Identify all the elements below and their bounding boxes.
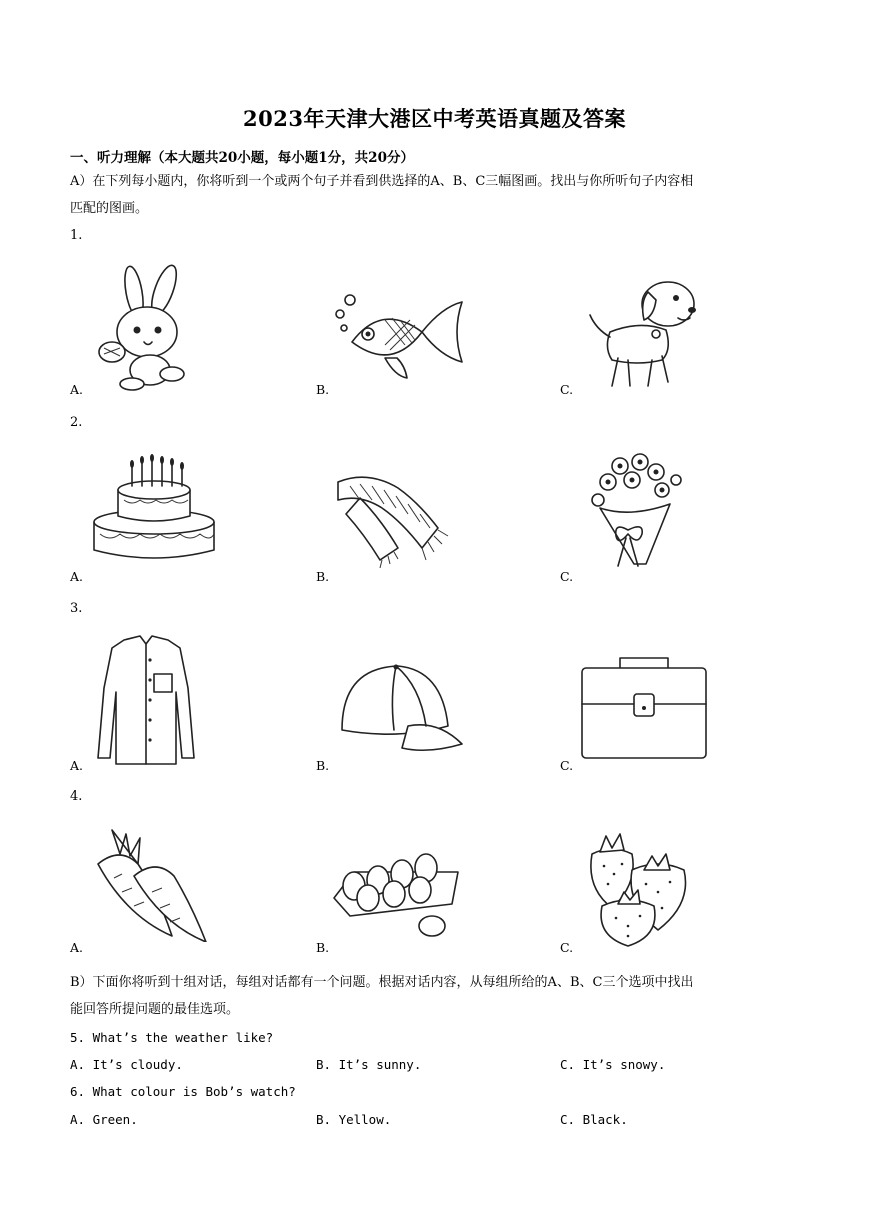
scarf-icon xyxy=(330,468,460,568)
part-b-instruction-line2: 能回答所提问题的最佳选项。 xyxy=(70,1002,240,1017)
q3-option-a-label: A. xyxy=(70,758,84,773)
q5-option-b: B. It’s sunny. xyxy=(316,1057,422,1072)
q5-option-c: C. It’s snowy. xyxy=(560,1057,666,1072)
flower-bouquet-icon xyxy=(580,450,690,578)
q2-option-c-label: C. xyxy=(560,569,574,584)
q4-option-a-label: A. xyxy=(70,940,84,955)
question-5: 5. What’s the weather like? xyxy=(70,1030,274,1045)
q3-option-c-label: C. xyxy=(560,758,574,773)
eggs-icon xyxy=(332,852,460,942)
part-a-instruction-line2: 匹配的图画。 xyxy=(70,201,149,216)
q1-option-a-label: A. xyxy=(70,382,84,397)
question-number-1: 1. xyxy=(70,228,83,243)
birthday-cake-icon xyxy=(88,452,218,567)
rabbit-icon xyxy=(92,262,212,392)
question-number-4: 4. xyxy=(70,789,83,804)
q4-option-b-label: B. xyxy=(316,940,330,955)
dog-icon xyxy=(580,262,710,392)
q6-option-a: A. Green. xyxy=(70,1112,138,1127)
fish-icon xyxy=(330,290,470,385)
cap-icon xyxy=(336,660,466,755)
q1-option-c-label: C. xyxy=(560,382,574,397)
q1-option-b-label: B. xyxy=(316,382,330,397)
section-heading-listening: 一、听力理解（本大题共20小题，每小题1分，共20分） xyxy=(70,150,414,166)
part-a-instruction-line1: A）在下列每小题内，你将听到一个或两个句子并看到供选择的A、B、C三幅图画。找出与你所听句子内容相 xyxy=(70,174,694,189)
q6-option-c: C. Black. xyxy=(560,1112,628,1127)
q2-option-a-label: A. xyxy=(70,569,84,584)
shirt-icon xyxy=(96,634,196,770)
q5-option-a: A. It’s cloudy. xyxy=(70,1057,183,1072)
briefcase-icon xyxy=(580,654,708,762)
carrots-icon xyxy=(94,826,214,942)
part-b-instruction-line1: B）下面你将听到十组对话，每组对话都有一个问题。根据对话内容，从每组所给的A、B、C三个选项中找出 xyxy=(70,975,694,990)
question-6: 6. What colour is Bob’s watch? xyxy=(70,1084,296,1099)
question-number-3: 3. xyxy=(70,601,83,616)
q3-option-b-label: B. xyxy=(316,758,330,773)
q6-option-b: B. Yellow. xyxy=(316,1112,392,1127)
q4-option-c-label: C. xyxy=(560,940,574,955)
question-number-2: 2. xyxy=(70,415,83,430)
strawberries-icon xyxy=(582,826,702,950)
page-title: 2023年天津大港区中考英语真题及答案 xyxy=(243,106,626,131)
q2-option-b-label: B. xyxy=(316,569,330,584)
